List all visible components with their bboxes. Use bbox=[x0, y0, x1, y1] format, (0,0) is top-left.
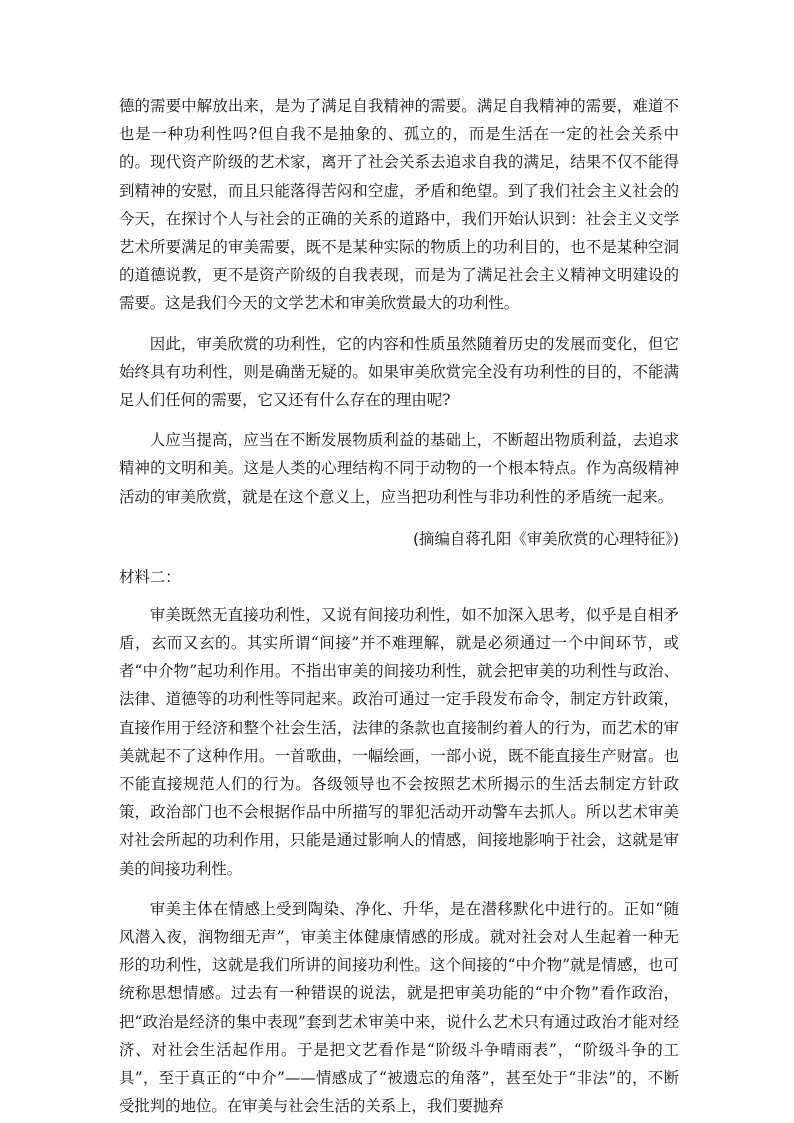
paragraph-continued: 德的需要中解放出来，是为了满足自我精神的需要。满足自我精神的需要，难道不也是一种功利性吗?但自我不是抽象的、孤立的，而是生活在一定的社会关系中的。现代资产阶级的艺术家，离开了社会关系去追求自我的满足，结果不仅不能得到精神的安慰，而且只能落得苦闷和空虚，矛盾和绝望。到了我们社会主义社会的今天，在探讨个人与社会的正确的关系的道路中，我们开始认识到：社会主义文学艺术所要满足的审美需要，既不是某种实际的物质上的功利目的，也不是某种空洞的道德说教，更不是资产阶级的自我表现，而是为了满足社会主义精神文明建设的需要。这是我们今天的文学艺术和审美欣赏最大的功利性。 bbox=[119, 97, 679, 313]
paragraph-emotion-medium: 审美主体在情感上受到陶染、净化、升华，是在潜移默化中进行的。正如“随风潜入夜，润物细无声”，审美主体健康情感的形成。就对社会对人生起着一种无形的功利性，这就是我们所讲的间接功利性。这个间接的“中介物”就是情感，也可统称思想情感。过去有一种错误的说法，就是把审美功能的“中介物”看作政治，把“政治是经济的集中表现”套到艺术审美中来，说什么艺术只有通过政治才能对经济、对社会生活起作用。于是把文艺看作是“阶级斗争晴雨表”，“阶级斗争的工具”，至于真正的“中介”——情感成了“被遗忘的角落”，甚至处于“非法”的，不断受批判的地位。在审美与社会生活的关系上，我们要抛弃 bbox=[119, 899, 679, 1116]
paragraph-indirect-utility: 审美既然无直接功利性，又说有间接功利性，如不加深入思考，似乎是自相矛盾，玄而又玄的。其实所谓“间接”并不难理解，就是必须通过一个中间环节，或者“中介物”起功利作用。不指出审美的间接功利性，就会把审美的功利性与政治、法律、道德等的功利性等同起来。政治可通过一定手段发布命令，制定方针政策，直接作用于经济和整个社会生活，法律的条款也直接制约着人的行为，而艺术的审美就起不了这种作用。一首歌曲，一幅绘画，一部小说，既不能直接生产财富。也不能直接规范人们的行为。各级领导也不会按照艺术所揭示的生活去制定方针政策，政治部门也不会根据作品中所描写的罪犯活动开动警车去抓人。所以艺术审美对社会所起的功利作用，只能是通过影响人的情感，间接地影响于社会，这就是审美的间接功利性。 bbox=[119, 605, 679, 878]
source-citation: (摘编自蒋孔阳《审美欣赏的心理特征》) bbox=[413, 529, 679, 548]
section-heading-material-two: 材料二： bbox=[119, 567, 181, 586]
paragraph-utility-conclusion: 因此，审美欣赏的功利性，它的内容和性质虽然随着历史的发展而变化，但它始终具有功利性，则是确凿无疑的。如果审美欣赏完全没有功利性的目的，不能满足人们任何的需要，它又还有什么存在的理由呢? bbox=[119, 334, 679, 410]
document-page bbox=[119, 92, 679, 1121]
paragraph-spiritual-civilization: 人应当提高，应当在不断发展物质利益的基础上，不断超出物质利益，去追求精神的文明和美。这是人类的心理结构不同于动物的一个根本特点。作为高级精神活动的审美欣赏，就是在这个意义上，应当把功利性与非功利性的矛盾统一起来。 bbox=[119, 431, 679, 506]
